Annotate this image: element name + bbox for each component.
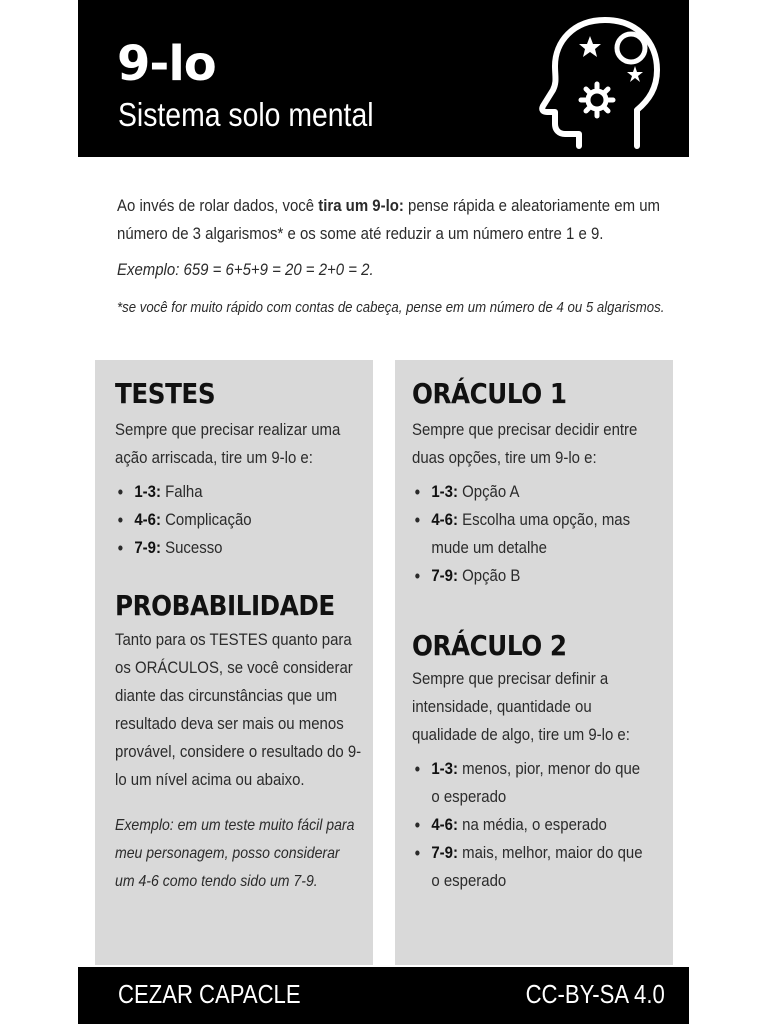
probabilidade-text: Tanto para os TESTES quanto para os ORÁCULOS, se você considerar diante das circunstâncias que um resultado deva ser mais ou menos provável, considere o resultado do 9-lo um nível acima ou abaixo. [115, 630, 362, 789]
header-bar [78, 0, 689, 157]
list-item: • 7-9: Opção B [412, 562, 654, 590]
author-name: CEZAR CAPACLE [118, 979, 301, 1009]
right-panel [395, 360, 673, 965]
list-item: • 4-6: na média, o esperado [412, 811, 650, 839]
list-item: • 1-3: Falha [115, 478, 370, 506]
oraculo2-body [412, 665, 712, 895]
intro-paragraph: Ao invés de rolar dados, você tira um 9-lo: pense rápida e aleatoriamente em um número de 3 algarismos* e os some até reduzir a um número entre 1 e 9. [117, 196, 661, 243]
testes-list [115, 478, 370, 562]
probabilidade-heading: PROBABILIDADE [115, 589, 335, 622]
testes-text: Sempre que precisar realizar uma ação arriscada, tire um 9-lo e: [115, 420, 341, 467]
probabilidade-example: Exemplo: em um teste muito fácil para meu personagem, posso considerar um 4-6 como tendo sido um 7-9. [115, 817, 355, 890]
intro-section [117, 192, 677, 322]
list-item: • 4-6: Escolha uma opção, mas mude um detalhe [412, 506, 654, 562]
oraculo2-list [412, 755, 650, 895]
oraculo2-text: Sempre que precisar definir a intensidade, quantidade ou qualidade de algo, tire um 9-lo e: [412, 669, 630, 744]
list-item: • 7-9: Sucesso [115, 534, 370, 562]
list-item: • 1-3: Opção A [412, 478, 654, 506]
oraculo2-heading: ORÁCULO 2 [412, 629, 567, 662]
list-item: • 1-3: menos, pior, menor do que o esperado [412, 755, 650, 811]
oraculo1-body [412, 416, 712, 590]
oraculo1-list [412, 478, 654, 590]
intro-example: Exemplo: 659 = 6+5+9 = 20 = 2+0 = 2. [117, 260, 374, 279]
probabilidade-body [115, 626, 415, 896]
rules-card [78, 0, 689, 1024]
oraculo1-text: Sempre que precisar decidir entre duas opções, tire um 9-lo e: [412, 420, 638, 467]
list-item: • 4-6: Complicação [115, 506, 370, 534]
footer-bar [78, 967, 689, 1024]
left-panel [95, 360, 373, 965]
license-label: CC-BY-SA 4.0 [525, 979, 665, 1009]
oraculo1-heading: ORÁCULO 1 [412, 377, 567, 410]
intro-note: *se você for muito rápido com contas de cabeça, pense em um número de 4 ou 5 algarismos. [117, 299, 665, 316]
page-subtitle: Sistema solo mental [118, 96, 374, 133]
testes-heading: TESTES [115, 377, 216, 410]
list-item: • 7-9: mais, melhor, maior do que o esperado [412, 839, 650, 895]
head-with-brain-icon [533, 14, 673, 149]
testes-body [115, 416, 415, 562]
page-title: 9-lo [117, 36, 216, 92]
